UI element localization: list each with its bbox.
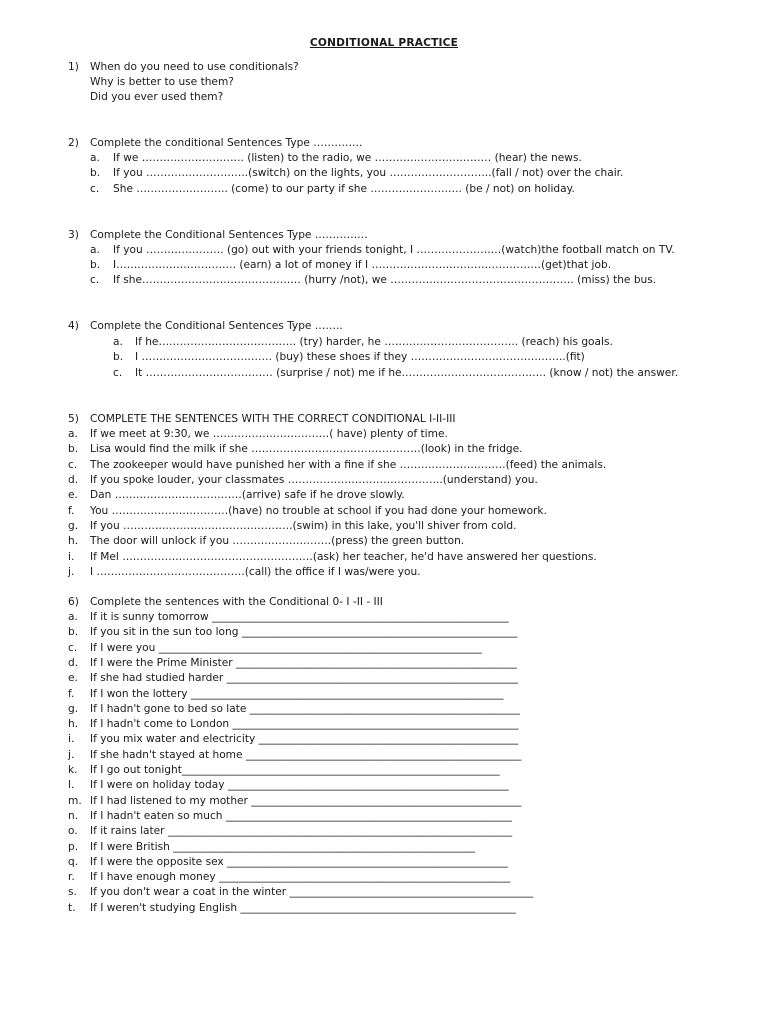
item-text: It ……………………………… (surprise / not) me if he………………………………….. (know / not) the answer. <box>135 367 679 379</box>
item-letter: h. <box>68 718 79 730</box>
item-text: If you don't wear a coat in the winter ______________________________________________ <box>90 886 534 898</box>
question-instruction: COMPLETE THE SENTENCES WITH THE CORRECT CONDITIONAL I-II-III <box>90 413 456 425</box>
list-item <box>0 442 768 456</box>
item-text: If Mel ………………………………………………(ask) her teacher, he'd have answered her questions. <box>90 551 597 563</box>
item-text: If I go out tonight____________________________________________________________ <box>90 764 500 776</box>
list-item <box>0 901 768 915</box>
list-item <box>0 550 768 564</box>
item-text: If it is sunny tomorrow ________________________________________________________ <box>90 611 509 623</box>
list-item <box>0 243 768 257</box>
item-text: Dan ………………………………(arrive) safe if he drove slowly. <box>90 489 405 501</box>
item-letter: j. <box>68 566 75 578</box>
item-letter: b. <box>68 626 79 638</box>
item-letter: b. <box>90 167 101 179</box>
item-text: If I were on holiday today _____________________________________________________ <box>90 779 509 791</box>
list-item <box>0 273 768 287</box>
item-letter: a. <box>90 244 100 256</box>
item-text: If I were you _____________________________________________________________ <box>90 642 482 654</box>
list-item <box>0 778 768 792</box>
item-text: If you spoke louder, your classmates ……………………………………..(understand) you. <box>90 474 538 486</box>
question-number: 2) <box>68 137 79 149</box>
list-item <box>0 182 768 196</box>
item-letter: o. <box>68 825 78 837</box>
question-number: 3) <box>68 229 79 241</box>
list-item <box>0 366 768 380</box>
item-letter: b. <box>113 351 124 363</box>
list-item <box>0 687 768 701</box>
list-item <box>0 335 768 349</box>
question-text: When do you need to use conditionals? <box>90 61 299 73</box>
question-number: 6) <box>68 596 79 608</box>
list-item <box>0 473 768 487</box>
item-letter: f. <box>68 688 75 700</box>
item-text: If she had studied harder _______________________________________________________ <box>90 672 518 684</box>
list-item <box>0 885 768 899</box>
list-item <box>0 748 768 762</box>
item-letter: a. <box>68 428 78 440</box>
item-letter: a. <box>68 611 78 623</box>
list-item <box>0 151 768 165</box>
question-instruction: Complete the sentences with the Conditional 0- I -II - III <box>90 596 383 608</box>
item-letter: a. <box>90 152 100 164</box>
item-letter: e. <box>68 672 78 684</box>
item-letter: c. <box>113 367 123 379</box>
item-text: If I hadn't gone to bed so late ___________________________________________________ <box>90 703 520 715</box>
item-letter: g. <box>68 703 79 715</box>
question-text: Why is better to use them? <box>90 76 234 88</box>
question-text: Did you ever used them? <box>90 91 224 103</box>
item-text: I ………………………………. (buy) these shoes if they ……………………………………..(fit) <box>135 351 585 363</box>
item-text: If I were British _________________________________________________________ <box>90 841 476 853</box>
item-letter: g. <box>68 520 79 532</box>
item-text: If I were the opposite sex _____________________________________________________ <box>90 856 508 868</box>
item-text: If we ……………………….. (listen) to the radio, we …………………………… (hear) the news. <box>113 152 582 164</box>
item-letter: a. <box>113 336 123 348</box>
list-item <box>0 702 768 716</box>
list-item <box>0 258 768 272</box>
list-item <box>0 641 768 655</box>
item-text: If you …………………………………………(swim) in this lake, you'll shiver from cold. <box>90 520 517 532</box>
list-item <box>0 717 768 731</box>
item-text: If you sit in the sun too long ____________________________________________________ <box>90 626 518 638</box>
item-letter: k. <box>68 764 78 776</box>
item-letter: s. <box>68 886 77 898</box>
item-letter: m. <box>68 795 82 807</box>
list-item <box>0 671 768 685</box>
list-item <box>0 610 768 624</box>
item-text: Lisa would find the milk if she …………………………………………(look) in the fridge. <box>90 443 523 455</box>
item-letter: n. <box>68 810 79 822</box>
item-text: If she hadn't stayed at home ____________________________________________________ <box>90 749 522 761</box>
item-letter: c. <box>68 642 78 654</box>
item-letter: h. <box>68 535 79 547</box>
item-letter: e. <box>68 489 78 501</box>
list-item <box>0 534 768 548</box>
list-item <box>0 763 768 777</box>
item-text: If she……………………………………… (hurry /not), we ……………………………………………. (miss) the bus. <box>113 274 657 286</box>
question-instruction: Complete the Conditional Sentences Type …………… <box>90 229 368 241</box>
page-title: CONDITIONAL PRACTICE <box>309 37 459 49</box>
item-text: If I hadn't eaten so much ______________________________________________________ <box>90 810 512 822</box>
question-instruction: Complete the conditional Sentences Type ………….. <box>90 137 363 149</box>
list-item <box>0 625 768 639</box>
item-letter: c. <box>90 274 100 286</box>
question-number: 1) <box>68 61 79 73</box>
item-text: If it rains later _________________________________________________________________ <box>90 825 513 837</box>
item-letter: t. <box>68 902 76 914</box>
list-item <box>0 855 768 869</box>
item-letter: p. <box>68 841 79 853</box>
question-number: 4) <box>68 320 79 332</box>
list-item <box>0 565 768 579</box>
item-text: She …………………….. (come) to our party if she …………………….. (be / not) on holiday. <box>113 183 575 195</box>
list-item <box>0 427 768 441</box>
item-letter: d. <box>68 657 79 669</box>
question-instruction: Complete the Conditional Sentences Type …….. <box>90 320 343 332</box>
item-letter: i. <box>68 733 75 745</box>
list-item <box>0 488 768 502</box>
list-item <box>0 656 768 670</box>
list-item <box>0 824 768 838</box>
item-text: If you ………………………..(switch) on the lights, you ………………………..(fall / not) over the chair. <box>113 167 624 179</box>
list-item <box>0 870 768 884</box>
item-letter: b. <box>90 259 101 271</box>
item-letter: i. <box>68 551 75 563</box>
item-text: If you …………………. (go) out with your friends tonight, I ……………………(watch)the football match on TV. <box>113 244 675 256</box>
item-letter: b. <box>68 443 79 455</box>
list-item <box>0 458 768 472</box>
list-item <box>0 350 768 364</box>
list-item <box>0 732 768 746</box>
item-letter: c. <box>68 459 78 471</box>
item-letter: q. <box>68 856 79 868</box>
item-text: If we meet at 9:30, we ……………………………( have) plenty of time. <box>90 428 448 440</box>
item-text: If he………………………………… (try) harder, he ……………………………….. (reach) his goals. <box>135 336 613 348</box>
item-text: I……………………………. (earn) a lot of money if I …………………………………………(get)that job. <box>113 259 612 271</box>
item-text: If I won the lottery ___________________________________________________________ <box>90 688 504 700</box>
item-letter: j. <box>68 749 75 761</box>
list-item <box>0 840 768 854</box>
item-text: The zookeeper would have punished her with a fine if she …………………………(feed) the animals. <box>90 459 607 471</box>
item-text: If I were the Prime Minister _____________________________________________________ <box>90 657 517 669</box>
item-letter: d. <box>68 474 79 486</box>
question-number: 5) <box>68 413 79 425</box>
list-item <box>0 504 768 518</box>
list-item <box>0 794 768 808</box>
item-letter: f. <box>68 505 75 517</box>
item-text: If I weren't studying English ____________________________________________________ <box>90 902 516 914</box>
list-item <box>0 519 768 533</box>
item-text: If I hadn't come to London ______________________________________________________ <box>90 718 519 730</box>
item-text: I ……………………………………(call) the office if I was/were you. <box>90 566 421 578</box>
item-text: If I have enough money _______________________________________________________ <box>90 871 511 883</box>
list-item <box>0 809 768 823</box>
item-text: The door will unlock if you ……………………….(press) the green button. <box>90 535 465 547</box>
item-letter: l. <box>68 779 75 791</box>
item-letter: r. <box>68 871 75 883</box>
item-text: If you mix water and electricity _________________________________________________ <box>90 733 519 745</box>
list-item <box>0 166 768 180</box>
item-letter: c. <box>90 183 100 195</box>
item-text: You ……………………………(have) no trouble at school if you had done your homework. <box>90 505 547 517</box>
item-text: If I had listened to my mother ___________________________________________________ <box>90 795 522 807</box>
